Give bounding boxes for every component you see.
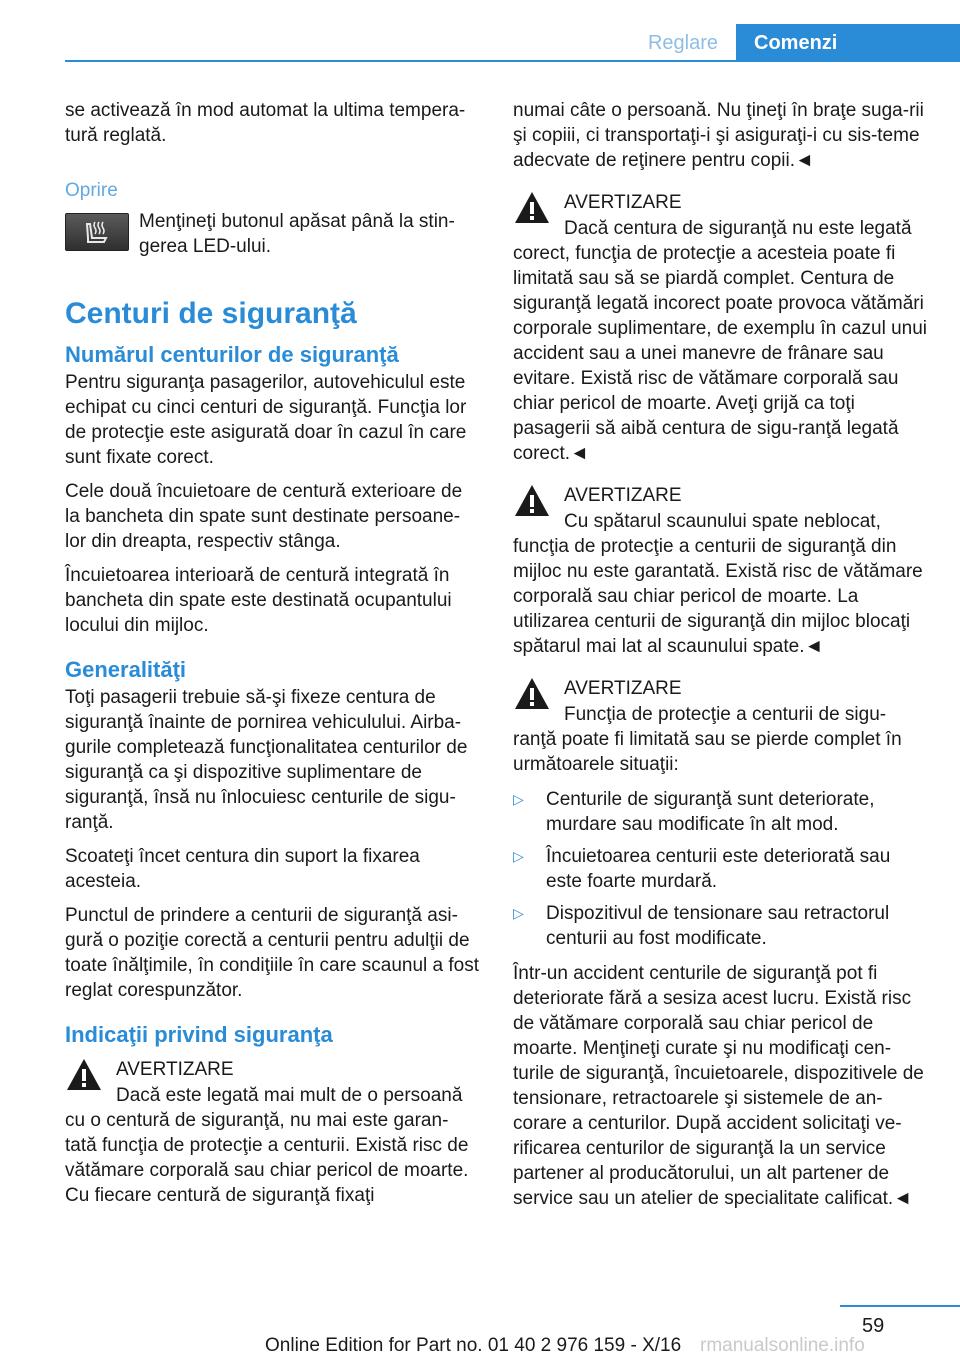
triangle-right-icon: ▷ bbox=[513, 905, 524, 921]
situations-list bbox=[513, 787, 927, 951]
numar-paragraph-1: Pentru siguranţa pasagerilor, autovehiculul este echipat cu cinci centuri de siguranţă. Funcţia lor de protecţie este asigurată doar în cazul în care sunt fixate corect. bbox=[65, 372, 467, 468]
list-item: ▷ Dispozitivul de tensionare sau retractorul centurii au fost modificate. bbox=[513, 903, 890, 949]
gen-paragraph-1: Toţi pasagerii trebuie să-şi fixeze centura de siguranţă înainte de pornirea vehiculului. Airba‐gurile completează funcţionalitatea centurilor de siguranţă ca şi dispozitive suplimentare de siguranţă, însă nu înlocuiesc centurile de sigu‐ranţă. bbox=[65, 687, 468, 833]
warning-block-1 bbox=[65, 1056, 479, 1208]
right-column bbox=[513, 98, 927, 1220]
warning-title: AVERTIZARE bbox=[564, 485, 682, 506]
warning-text: Funcţia de protecţie a centurii de sigu‐ranţă poate fi limitată sau se pierde complet în următoarele situaţii: bbox=[513, 704, 902, 775]
warning-block-3 bbox=[513, 482, 927, 659]
generalitati-title: Generalităţi bbox=[65, 657, 187, 682]
triangle-right-icon: ▷ bbox=[513, 791, 524, 807]
final-paragraph: Într-un accident centurile de siguranţă pot fi deteriorate fără a sesiza acest lucru. Există risc de vătămare corporală sau chiar pericol de moarte. Menţineţi curate şi nu modificaţi cen‐turile de siguranţă, încuietoarele, dispozitivele de tensionare, retractoarele şi sistemele de an‐corare a centurilor. După accident solicitaţi ve‐rificarea centurilor de siguranţă la un service partener al producătorului, un alt partener de service sau un atelier de specialitate calificat.◄ bbox=[513, 963, 924, 1209]
warning-text: Dacă centura de siguranţă nu este legată corect, funcţia de protecţie a acesteia poate fi limitată sau să se piardă complet. Centura de siguranţă legată incorect poate provoca vătămări corporale suplimentare, de exemplu în cazul unui accident sau a unei manevre de frânare sau evitare. Există risc de vătămare corporală sau chiar pericol de moarte. Aveţi grijă ca toţi pasagerii să aibă centura de sigu‐ranţă legată corect.◄ bbox=[513, 218, 928, 464]
seat-heating-icon bbox=[82, 218, 112, 246]
warning-text: Dacă este legată mai mult de o persoană cu o centură de siguranţă, nu mai este garan‐tată funcţia de protecţie a centurii. Există risc de vătămare corporală sau chiar pericol de moarte. Cu fiecare centură de siguranţă fixaţi bbox=[65, 1085, 469, 1206]
warning-block-2 bbox=[513, 189, 927, 466]
oprire-label: Oprire bbox=[65, 180, 118, 201]
intro-paragraph: se activează în mod automat la ultima tempera‐tură reglată. bbox=[65, 100, 466, 146]
gen-paragraph-2: Scoateţi încet centura din suport la fixarea acesteia. bbox=[65, 846, 420, 892]
warning-triangle-icon bbox=[513, 482, 551, 520]
section-title: Centuri de siguranţă bbox=[65, 297, 357, 330]
warning-title: AVERTIZARE bbox=[564, 678, 682, 699]
warning-triangle-icon bbox=[513, 189, 551, 227]
left-column bbox=[65, 98, 479, 1218]
seat-heating-button-image bbox=[65, 213, 129, 251]
gen-paragraph-3: Punctul de prindere a centurii de siguranţă asi‐gură o poziţie corectă a centurii pentru adulţii de toate înălţimile, în condiţiile în care scaunul a fost reglat corespunzător. bbox=[65, 905, 480, 1001]
oprire-text: Menţineţi butonul apăsat până la stin‐gerea LED-ului. bbox=[139, 211, 455, 257]
warning-text: Cu spătarul scaunului spate neblocat, funcţia de protecţie a centurii de siguranţă din mijloc nu este garantată. Există risc de vătămare corporală sau chiar pericol de moarte. La utilizarea centurii de siguranţă din mijloc blocaţi spătarul mai lat al scaunului spate.◄ bbox=[513, 511, 923, 657]
oprire-row bbox=[65, 209, 479, 265]
tab-reglare[interactable]: Reglare bbox=[647, 32, 719, 54]
list-item: ▷ Centurile de siguranţă sunt deteriorate, murdare sau modificate în alt mod. bbox=[513, 789, 875, 835]
warning-block-4 bbox=[513, 675, 927, 777]
continued-paragraph: numai câte o persoană. Nu ţineţi în braţe suga‐rii şi copiii, ci transportaţi-i şi asiguraţi-i cu sis‐teme adecvate de reţinere pentru copii.◄ bbox=[513, 100, 924, 171]
header-rule bbox=[65, 60, 960, 62]
numar-title: Numărul centurilor de siguranţă bbox=[65, 342, 399, 367]
warning-title: AVERTIZARE bbox=[564, 192, 682, 213]
warning-triangle-icon bbox=[513, 675, 551, 713]
edition-footer: Online Edition for Part no. 01 40 2 976 159 - X/16 bbox=[265, 1335, 682, 1356]
page-number: 59 bbox=[862, 1315, 885, 1337]
indicatii-title: Indicaţii privind siguranţa bbox=[65, 1022, 333, 1047]
warning-title: AVERTIZARE bbox=[116, 1059, 234, 1080]
watermark: rmanualsonline.info bbox=[700, 1335, 865, 1356]
numar-paragraph-2: Cele două încuietoare de centură exterioare de la bancheta din spate sunt destinate persoane‐lor din dreapta, respectiv stânga. bbox=[65, 481, 463, 552]
tab-comenzi[interactable]: Comenzi bbox=[736, 24, 960, 62]
triangle-right-icon: ▷ bbox=[513, 848, 524, 864]
list-item: ▷ Încuietoarea centurii este deteriorată sau este foarte murdară. bbox=[513, 846, 891, 892]
warning-triangle-icon bbox=[65, 1056, 103, 1094]
numar-paragraph-3: Încuietoarea interioară de centură integrată în bancheta din spate este destinată ocupantului locului din mijloc. bbox=[65, 565, 452, 636]
page-number-rule bbox=[840, 1305, 960, 1307]
